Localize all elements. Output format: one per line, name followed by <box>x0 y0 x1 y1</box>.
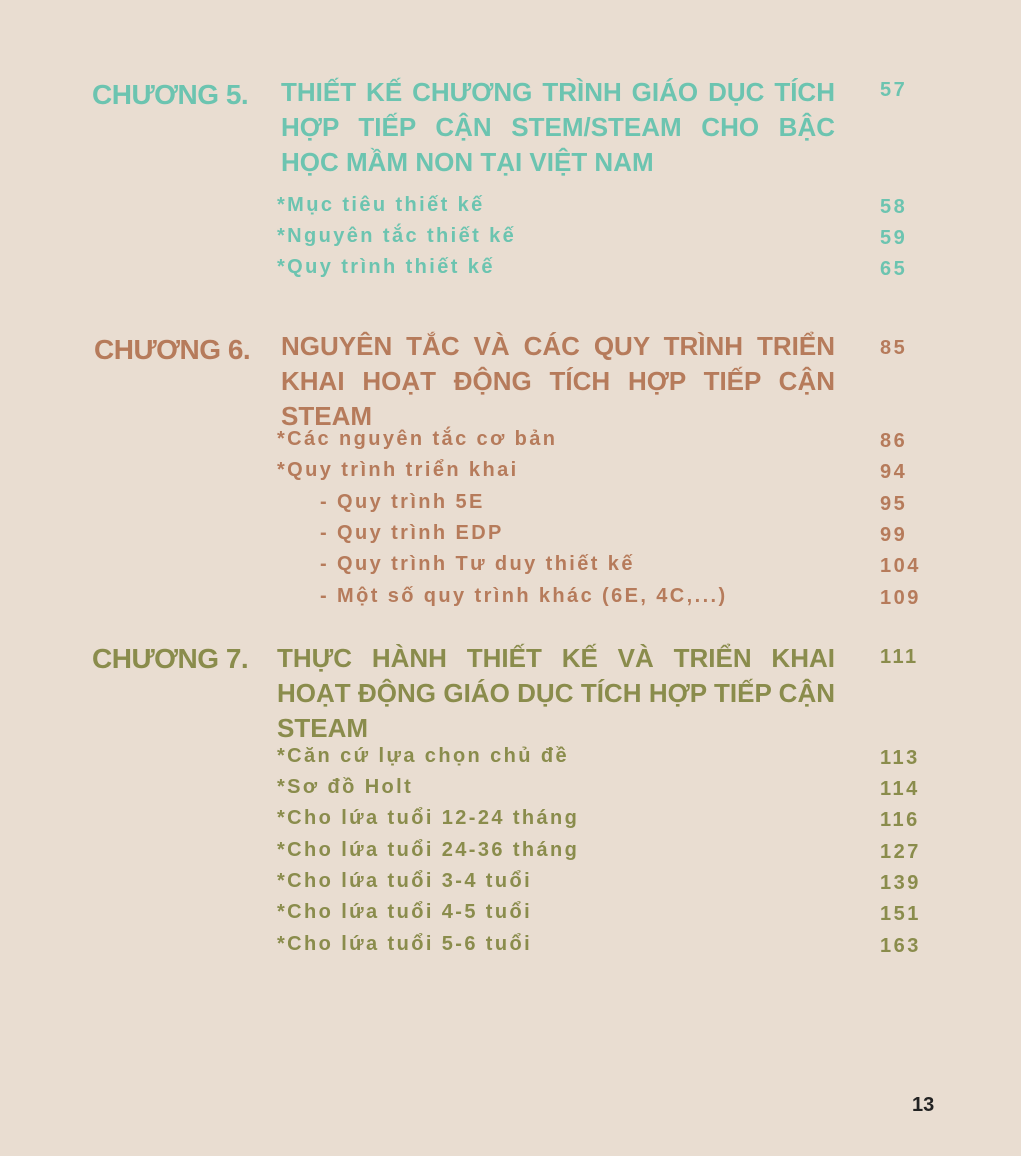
chapter-title: THỰC HÀNH THIẾT KẾ VÀ TRIỂN KHAI HOẠT ĐỘNG GIÁO DỤC TÍCH HỢP TIẾP CẬN STEAM <box>277 643 835 743</box>
entry-label: *Căn cứ lựa chọn chủ đề <box>277 745 569 767</box>
toc-entry <box>0 933 1021 964</box>
chapter-title: NGUYÊN TẮC VÀ CÁC QUY TRÌNH TRIỂN KHAI HOẠT ĐỘNG TÍCH HỢP TIẾP CẬN STEAM <box>281 331 835 431</box>
toc-entry <box>0 870 1021 901</box>
entry-page-number: 94 <box>880 461 908 483</box>
entry-label: *Quy trình thiết kế <box>277 256 495 278</box>
toc-entry <box>0 428 1021 459</box>
chapter-title: THIẾT KẾ CHƯƠNG TRÌNH GIÁO DỤC TÍCH HỢP TIẾP CẬN STEM/STEAM CHO BẬC HỌC MẦM NON TẠI VIỆT NAM <box>281 77 835 177</box>
entry-page-number: 65 <box>880 258 908 280</box>
entry-label: *Sơ đồ Holt <box>277 776 414 798</box>
toc-entry <box>0 256 1021 287</box>
entry-label: - Quy trình 5E <box>320 491 485 513</box>
chapter-label: CHƯƠNG 7. <box>92 643 249 674</box>
toc-subentry <box>0 553 1021 584</box>
entry-label: *Cho lứa tuổi 4-5 tuổi <box>277 901 533 923</box>
entry-label: - Quy trình EDP <box>320 522 504 544</box>
entry-label: - Một số quy trình khác (6E, 4C,...) <box>320 585 728 607</box>
toc-subentry <box>0 491 1021 522</box>
toc-entry <box>0 745 1021 776</box>
toc-entry <box>0 839 1021 870</box>
toc-entry <box>0 459 1021 490</box>
chapter-page-number: 57 <box>880 79 908 101</box>
toc-entry <box>0 194 1021 225</box>
entry-label: *Cho lứa tuổi 5-6 tuổi <box>277 933 533 955</box>
toc-entry <box>0 901 1021 932</box>
entry-label: *Mục tiêu thiết kế <box>277 194 485 216</box>
chapter-label: CHƯƠNG 5. <box>92 79 249 110</box>
chapter-label: CHƯƠNG 6. <box>94 334 251 365</box>
toc-subentry <box>0 522 1021 553</box>
entry-label: *Quy trình triển khai <box>277 459 519 481</box>
entry-label: *Cho lứa tuổi 12-24 tháng <box>277 807 580 829</box>
entry-label: *Cho lứa tuổi 24-36 tháng <box>277 839 580 861</box>
chapter-page-number: 85 <box>880 337 908 359</box>
entry-page-number: 59 <box>880 227 908 249</box>
entry-page-number: 151 <box>880 903 921 925</box>
entry-label: - Quy trình Tư duy thiết kế <box>320 553 635 575</box>
entry-page-number: 99 <box>880 524 908 546</box>
entry-label: *Cho lứa tuổi 3-4 tuổi <box>277 870 533 892</box>
entry-label: *Nguyên tắc thiết kế <box>277 225 517 247</box>
toc-entry <box>0 225 1021 256</box>
entry-page-number: 116 <box>880 809 920 831</box>
toc-subentry <box>0 585 1021 616</box>
entry-page-number: 114 <box>880 778 920 800</box>
entry-page-number: 163 <box>880 935 921 957</box>
entry-page-number: 104 <box>880 555 921 577</box>
entry-page-number: 139 <box>880 872 921 894</box>
entry-page-number: 127 <box>880 841 921 863</box>
entry-page-number: 58 <box>880 196 908 218</box>
page-number: 13 <box>912 1094 935 1116</box>
entry-page-number: 86 <box>880 430 908 452</box>
entry-label: *Các nguyên tắc cơ bản <box>277 428 558 450</box>
entry-page-number: 113 <box>880 747 920 769</box>
toc-entry <box>0 807 1021 838</box>
toc-entry <box>0 776 1021 807</box>
entry-page-number: 95 <box>880 493 908 515</box>
chapter-page-number: 111 <box>880 646 919 668</box>
entry-page-number: 109 <box>880 587 921 609</box>
